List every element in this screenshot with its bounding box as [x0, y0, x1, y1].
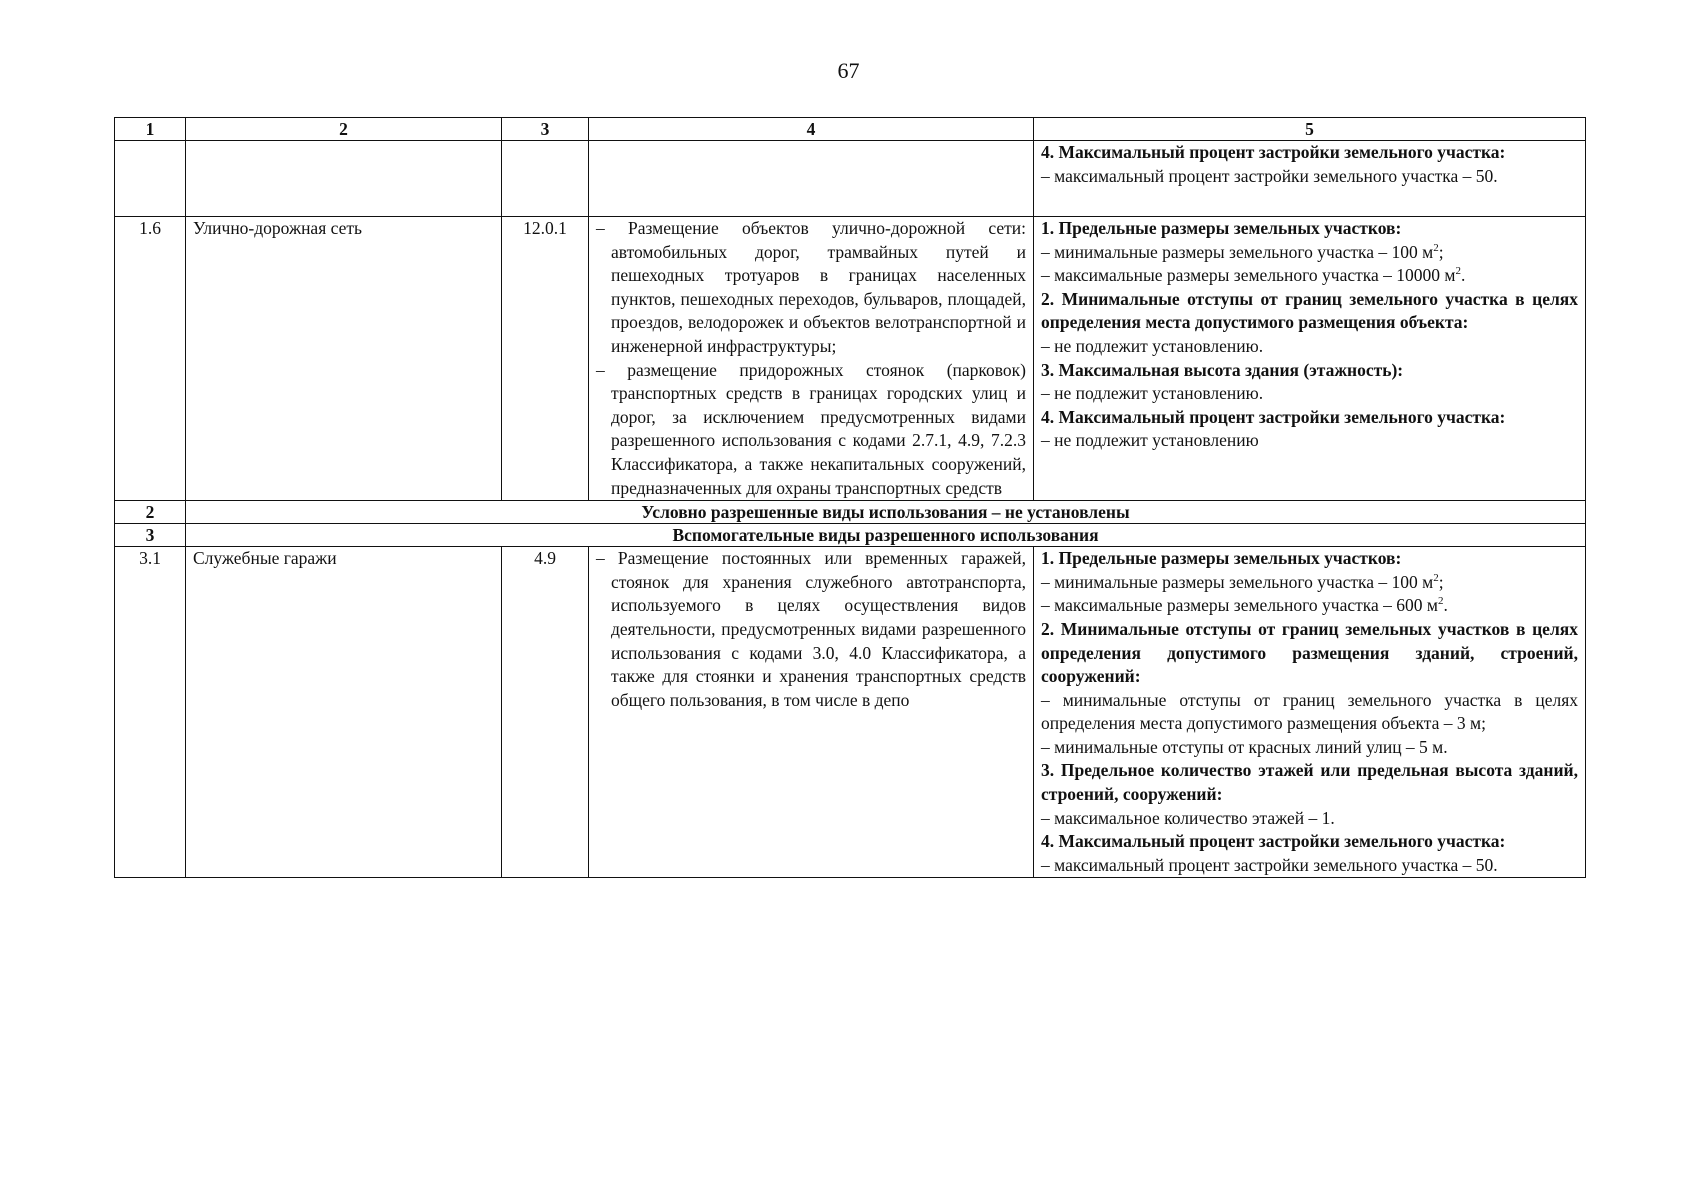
regulations-table — [114, 117, 1586, 878]
section-number: 2 — [115, 501, 186, 524]
header-col-1: 1 — [115, 118, 186, 141]
param-value: – не подлежит установлению. — [1041, 335, 1264, 356]
param-value: – минимальные размеры земельного участка – 100 $м^2$; — [1041, 571, 1444, 592]
params-cell — [1034, 547, 1586, 878]
row-number: 1.6 — [115, 217, 186, 501]
param-heading: 1. Предельные размеры земельных участков: — [1041, 548, 1402, 569]
param-heading: 4. Максимальный процент застройки земельного участка: — [1041, 831, 1506, 852]
use-type-name: Служебные гаражи — [186, 547, 502, 878]
description-item: – размещение придорожных стоянок (парковок) транспортных средств в границах городских улиц и дорог, за исключением предусмотренных видами разрешенного использования с кодами 2.7.1, 4.9, 7.2.3 Классификатора, а также некапитальных сооружений, предназначенных для охраны транспортных средств — [596, 359, 1026, 498]
section-title: Вспомогательные виды разрешенного использования — [186, 524, 1586, 547]
header-col-2: 2 — [186, 118, 502, 141]
param-value: – максимальные размеры земельного участка – 600 $м^2$. — [1041, 595, 1448, 616]
param-value: – максимальный процент застройки земельного участка – 50. — [1041, 854, 1498, 875]
param-heading: 4. Максимальный процент застройки земельного участка: — [1041, 406, 1506, 427]
section-row-2 — [115, 501, 1586, 524]
use-type-name: Улично-дорожная сеть — [186, 217, 502, 501]
table-row-continuation — [115, 141, 1586, 217]
table-header-row — [115, 118, 1586, 141]
section-title: Условно разрешенные виды использования – не установлены — [186, 501, 1586, 524]
header-col-4: 4 — [589, 118, 1034, 141]
param-heading: 3. Предельное количество этажей или предельная высота зданий, строений, сооружений: — [1041, 760, 1578, 805]
param-heading: 4. Максимальный процент застройки земельного участка: — [1041, 142, 1506, 162]
table-row-3-1 — [115, 547, 1586, 878]
header-col-5: 5 — [1034, 118, 1586, 141]
param-value: – максимальный процент застройки земельного участка – 50. — [1041, 165, 1498, 186]
params-cell — [1034, 217, 1586, 501]
param-value: – максимальное количество этажей – 1. — [1041, 807, 1335, 828]
description-item: – Размещение объектов улично-дорожной сети: автомобильных дорог, трамвайных путей и пешеходных тротуаров в границах населенных пунктов, пешеходных переходов, бульваров, площадей, проездов, велодорожек и объектов велотранспортной и инженерной инфраструктуры; — [596, 218, 1026, 356]
header-col-3: 3 — [502, 118, 589, 141]
page-number: 67 — [837, 58, 860, 83]
param-heading: 2. Минимальные отступы от границ земельных участков в целях определения допустимого размещения зданий, строений, сооружений: — [1041, 618, 1578, 687]
params-cell — [1034, 141, 1586, 217]
row-number: 3.1 — [115, 547, 186, 878]
param-value: – максимальные размеры земельного участка – 10000 $м^2$. — [1041, 265, 1466, 286]
description-item: – Размещение постоянных или временных гаражей, стоянок для хранения служебного автотранспорта, используемого в целях осуществления видов деятельности, предусмотренных видами разрешенного использования с кодами 3.0, 4.0 Классификатора, а также для стоянки и хранения транспортных средств общего пользования, в том числе в депо — [596, 548, 1026, 710]
param-heading: 1. Предельные размеры земельных участков: — [1041, 218, 1402, 238]
param-value: – минимальные отступы от границ земельного участка в целях определения места допустимого размещения объекта – 3 м; — [1041, 689, 1578, 734]
param-heading: 2. Минимальные отступы от границ земельного участка в целях определения места допустимого размещения объекта: — [1041, 288, 1578, 333]
param-value: – не подлежит установлению — [1041, 430, 1259, 451]
use-description-cell — [589, 547, 1034, 878]
section-number: 3 — [115, 524, 186, 547]
param-heading: 3. Максимальная высота здания (этажность): — [1041, 359, 1404, 380]
section-row-3 — [115, 524, 1586, 547]
use-type-code: 4.9 — [502, 547, 589, 878]
param-value: – минимальные отступы от красных линий улиц – 5 м. — [1041, 736, 1448, 757]
param-value: – не подлежит установлению. — [1041, 383, 1264, 404]
table-row-1-6 — [115, 217, 1586, 501]
param-value: – минимальные размеры земельного участка – 100 $м^2$; — [1041, 241, 1444, 262]
use-description-cell — [589, 217, 1034, 501]
use-type-code: 12.0.1 — [502, 217, 589, 501]
